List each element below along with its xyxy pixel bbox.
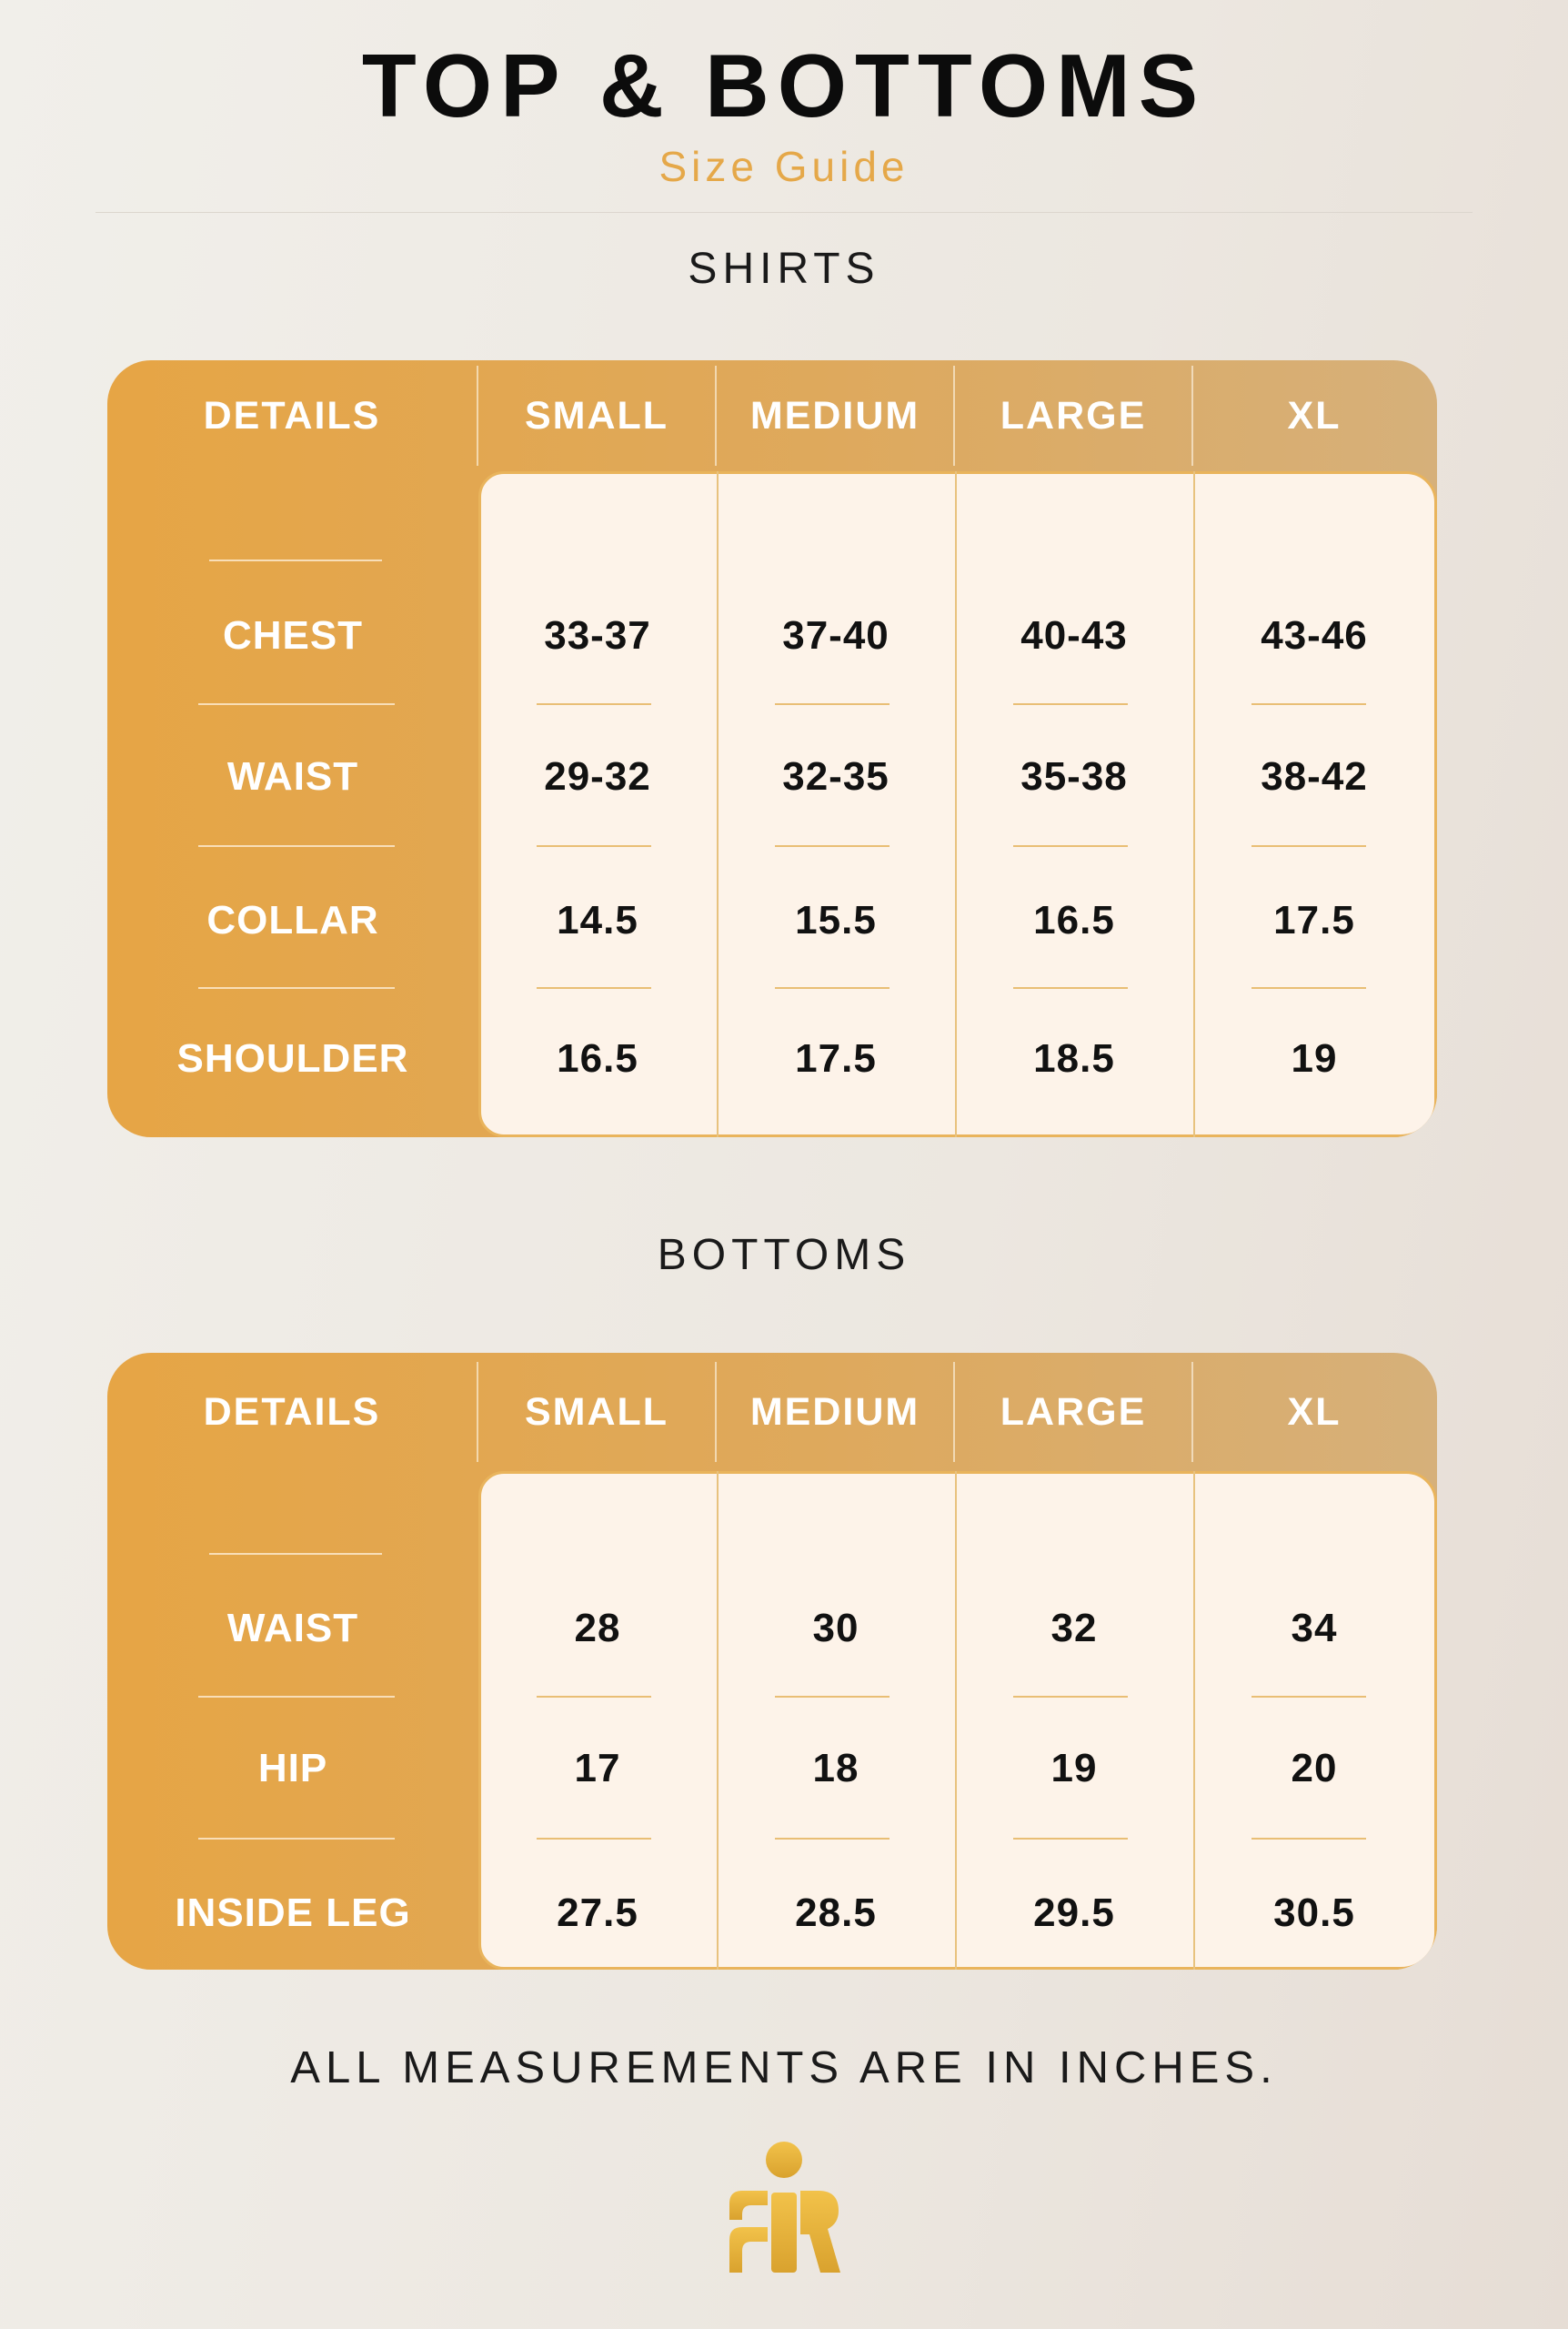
cell-small: 17 [574, 1746, 621, 1790]
value-divider [1013, 987, 1128, 989]
page-subtitle: Size Guide [658, 143, 910, 190]
cell-xl: 17.5 [1273, 898, 1355, 943]
header-large: LARGE [955, 1362, 1193, 1462]
row-label: SHOULDER [176, 1036, 409, 1081]
label-divider [209, 560, 382, 561]
cell-xl: 30.5 [1273, 1890, 1355, 1935]
shirts-size-table [107, 360, 1437, 1137]
cell-xl: 38-42 [1261, 754, 1368, 799]
cell-medium: 37-40 [782, 613, 890, 658]
cell-xl: 20 [1291, 1746, 1338, 1790]
table-header-row [107, 1353, 1437, 1471]
cell-xl: 19 [1291, 1036, 1338, 1081]
header-details: DETAILS [107, 366, 478, 466]
value-divider [537, 703, 651, 705]
value-divider [1013, 703, 1128, 705]
table-header-row [107, 360, 1437, 471]
cell-large: 16.5 [1033, 898, 1115, 943]
header-medium: MEDIUM [717, 366, 955, 466]
cell-large: 19 [1050, 1746, 1098, 1790]
value-divider [775, 1696, 890, 1698]
label-divider [209, 1553, 382, 1555]
value-divider [537, 845, 651, 847]
row-label: WAIST [226, 754, 359, 799]
label-divider [198, 845, 395, 847]
label-divider [198, 1696, 395, 1698]
table-row-collar [107, 884, 1437, 957]
value-divider [1251, 845, 1366, 847]
value-divider [1251, 703, 1366, 705]
value-divider [537, 1838, 651, 1840]
row-label: COLLAR [206, 898, 379, 943]
label-divider [198, 703, 395, 705]
header-medium: MEDIUM [717, 1362, 955, 1462]
value-divider [1013, 1838, 1128, 1840]
row-label: WAIST [226, 1606, 359, 1650]
value-divider [1013, 1696, 1128, 1698]
cell-medium: 32-35 [782, 754, 890, 799]
row-label: INSIDE LEG [175, 1890, 411, 1935]
shirts-section-title: SHIRTS [688, 245, 880, 293]
cell-medium: 18 [812, 1746, 859, 1790]
cell-small: 29-32 [544, 754, 651, 799]
value-divider [775, 1838, 890, 1840]
cell-small: 14.5 [557, 898, 638, 943]
header-details: DETAILS [107, 1362, 478, 1462]
measurement-note: ALL MEASUREMENTS ARE IN INCHES. [290, 2043, 1278, 2092]
cell-large: 35-38 [1020, 754, 1128, 799]
row-label: CHEST [222, 613, 364, 658]
cell-small: 33-37 [544, 613, 651, 658]
value-divider [1013, 845, 1128, 847]
cell-medium: 30 [812, 1606, 859, 1650]
cell-large: 32 [1050, 1606, 1098, 1650]
page-title: TOP & BOTTOMS [361, 35, 1207, 136]
table-row-inside-leg [107, 1877, 1437, 1950]
table-row-shoulder [107, 1023, 1437, 1095]
header-small: SMALL [478, 366, 717, 466]
cell-xl: 43-46 [1261, 613, 1368, 658]
value-divider [775, 845, 890, 847]
cell-medium: 17.5 [795, 1036, 877, 1081]
value-divider [1251, 1838, 1366, 1840]
table-row-chest [107, 600, 1437, 672]
cell-xl: 34 [1291, 1606, 1338, 1650]
value-divider [1251, 1696, 1366, 1698]
table-row-waist [107, 1592, 1437, 1665]
cell-small: 16.5 [557, 1036, 638, 1081]
title-divider [95, 212, 1473, 213]
value-divider [537, 987, 651, 989]
header-large: LARGE [955, 366, 1193, 466]
value-divider [775, 987, 890, 989]
header-small: SMALL [478, 1362, 717, 1462]
cell-small: 28 [574, 1606, 621, 1650]
brand-logo-icon [724, 2140, 844, 2276]
row-label: HIP [257, 1746, 328, 1790]
cell-large: 18.5 [1033, 1036, 1115, 1081]
header-xl: XL [1287, 393, 1342, 438]
cell-small: 27.5 [557, 1890, 638, 1935]
cell-large: 40-43 [1020, 613, 1128, 658]
label-divider [198, 987, 395, 989]
table-row-hip [107, 1732, 1437, 1805]
cell-medium: 28.5 [795, 1890, 877, 1935]
bottoms-section-title: BOTTOMS [657, 1231, 911, 1279]
bottoms-size-table [107, 1353, 1437, 1970]
value-divider [775, 703, 890, 705]
label-divider [198, 1838, 395, 1840]
cell-medium: 15.5 [795, 898, 877, 943]
table-row-waist [107, 741, 1437, 813]
value-divider [1251, 987, 1366, 989]
cell-large: 29.5 [1033, 1890, 1115, 1935]
header-xl: XL [1287, 1389, 1342, 1434]
value-divider [537, 1696, 651, 1698]
